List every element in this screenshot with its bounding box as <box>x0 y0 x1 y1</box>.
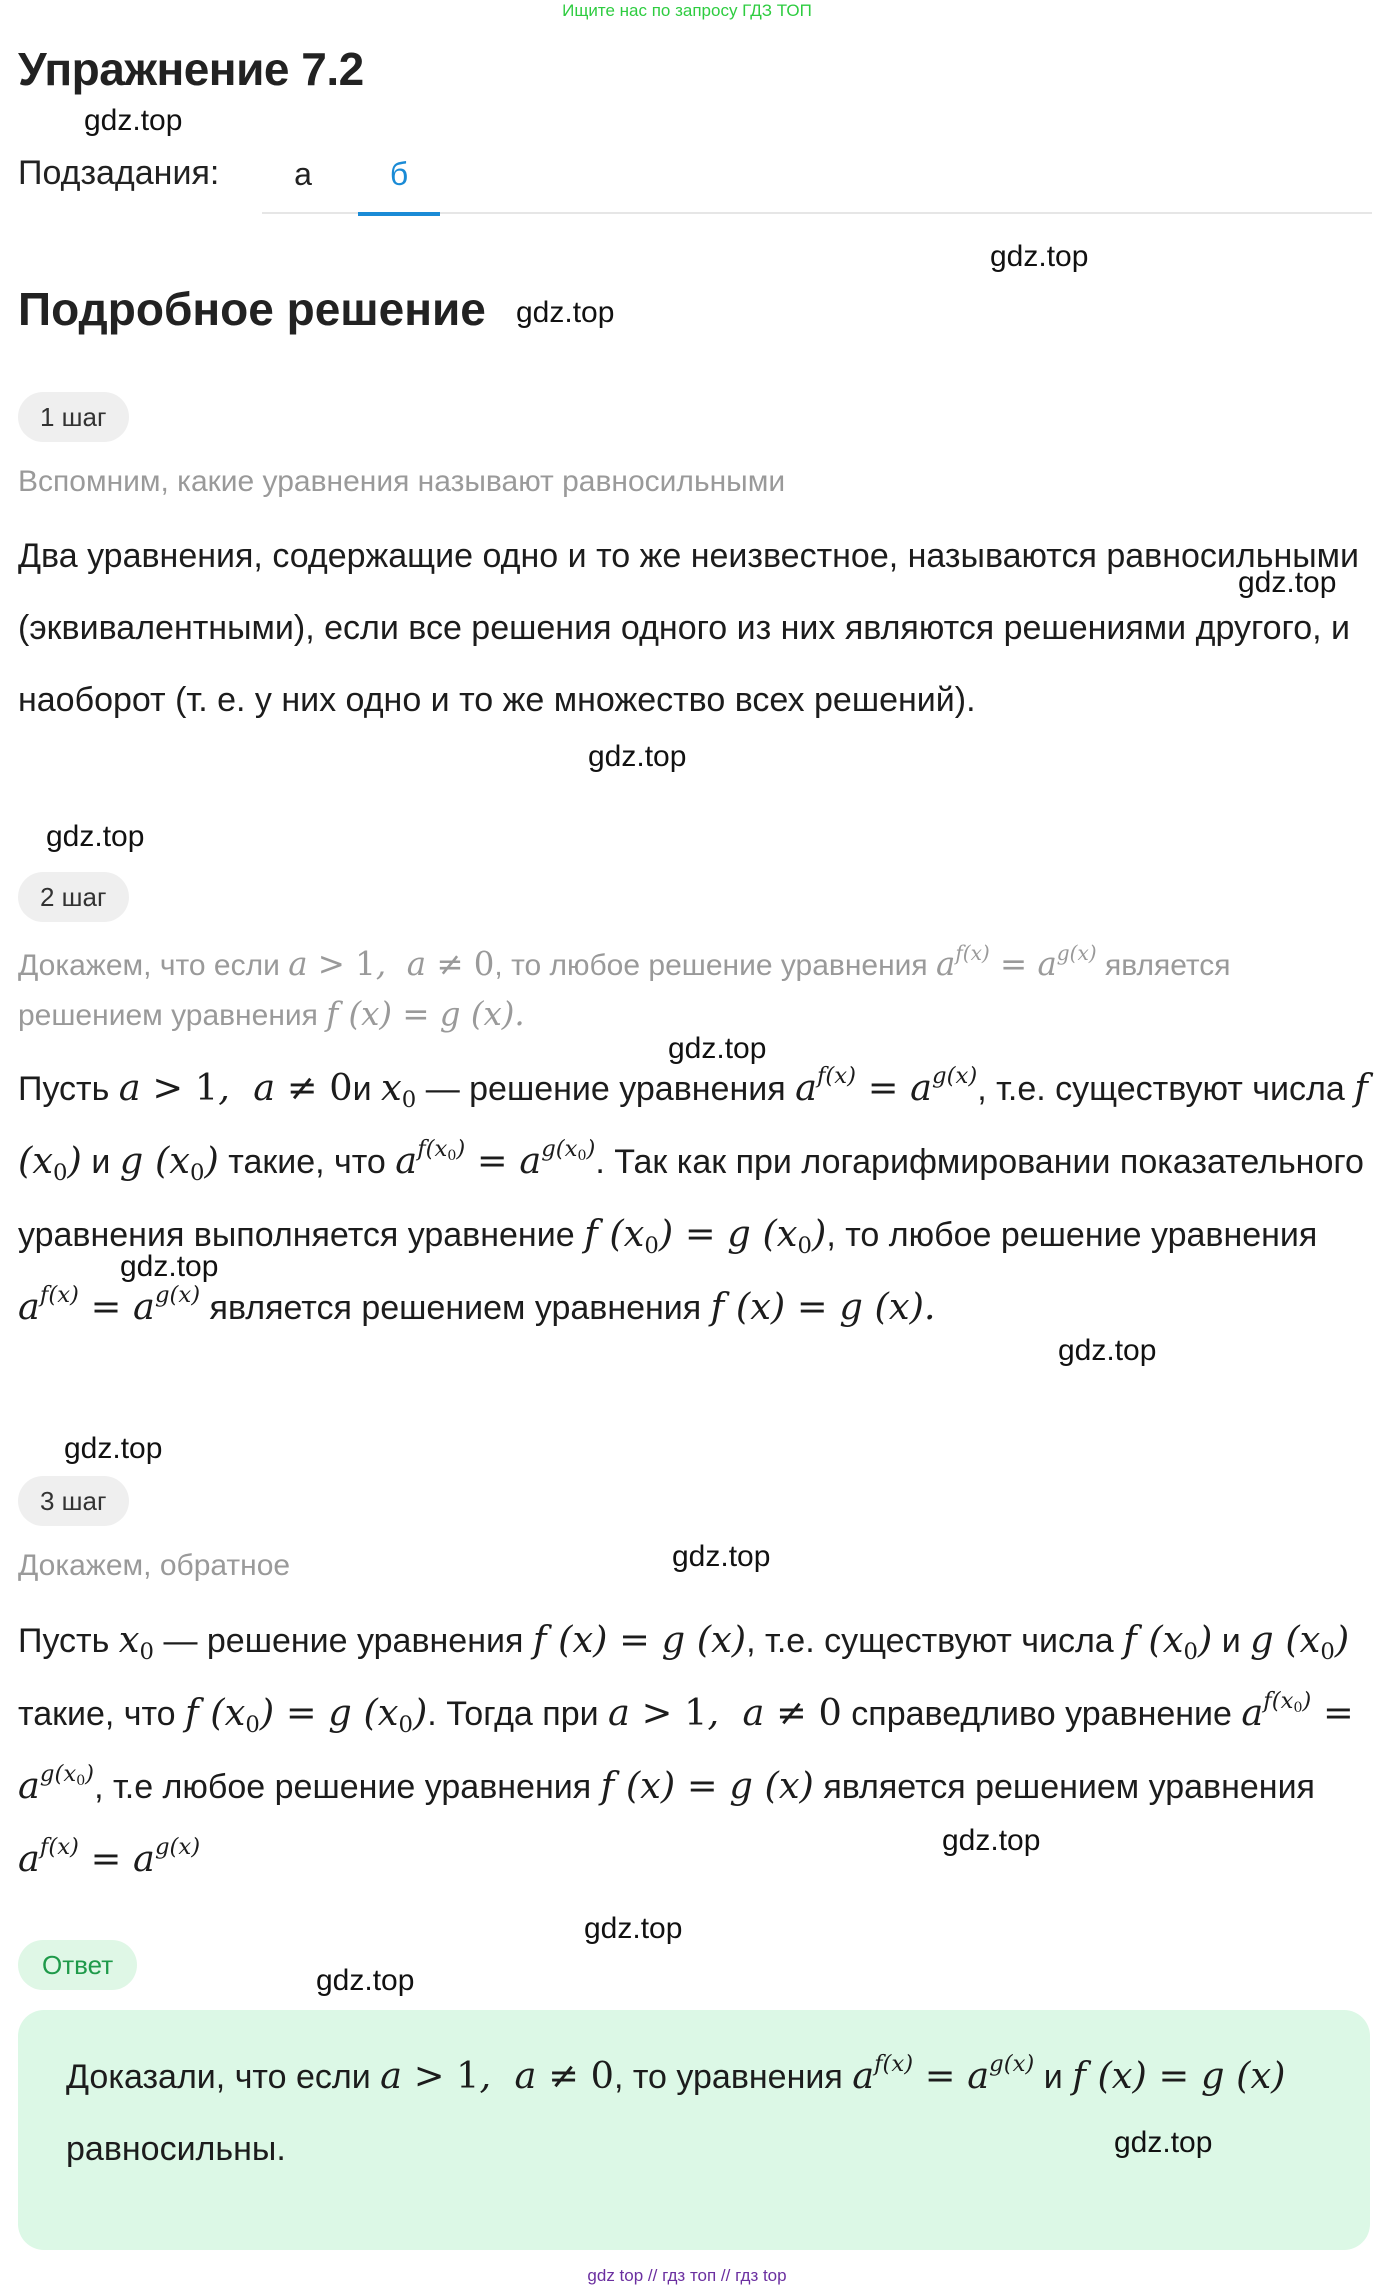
watermark: gdz.top <box>584 1912 683 1945</box>
step-2-body-text: и <box>352 1070 372 1108</box>
step-3-body-text: . Тогда при <box>427 1695 599 1733</box>
step-2-body-text: , т.е. существуют числа <box>977 1070 1345 1108</box>
watermark: gdz.top <box>64 1432 163 1465</box>
formula: g $(x_0)$ <box>1250 1618 1350 1665</box>
exercise-title: Упражнение 7.2 <box>18 43 364 95</box>
watermark: gdz.top <box>84 104 183 137</box>
step-3-body-text: — решение уравнения <box>163 1622 524 1660</box>
step-2-pill: 2 шаг <box>18 872 129 922</box>
step-2-body-text: — решение уравнения <box>425 1070 786 1108</box>
formula: $a^{f(x)} = a^{g(x)}$ <box>795 1062 978 1109</box>
step-2-subtitle-text: , то любое решение уравнения <box>494 949 928 982</box>
footer-links[interactable]: gdz top // гдз топ // гдз top <box>587 2266 787 2285</box>
answer-pill: Ответ <box>18 1940 137 1990</box>
formula: $a^{f(x)} = a^{g(x)}$ <box>18 1833 201 1880</box>
section-title: Подробное решение <box>18 283 486 335</box>
formula: $a^{f(x)} = a^{g(x)}$ <box>18 1281 201 1328</box>
formula: f $(x_0)$ <box>1123 1618 1213 1665</box>
formula: $a^{f(x_0)} = a^{g(x_0)}$ <box>395 1135 596 1182</box>
watermark: gdz.top <box>1114 2126 1213 2159</box>
formula: $x_0$ <box>381 1066 417 1113</box>
step-3-body-text: , т.е. существуют числа <box>746 1622 1114 1660</box>
formula: f (x) = g (x). <box>710 1285 936 1328</box>
step-1-subtitle: Вспомним, какие уравнения называют равносильными <box>18 465 786 498</box>
formula: $a^{f(x)} = a^{g(x)}$ <box>852 2050 1035 2097</box>
formula: g $(x_0)$ <box>119 1139 219 1186</box>
answer-text: равносильны. <box>66 2130 286 2168</box>
top-banner[interactable]: Ищите нас по запросу ГДЗ ТОП <box>562 1 812 20</box>
answer-text: , то уравнения <box>613 2058 843 2096</box>
answer-text: и <box>1043 2058 1063 2096</box>
watermark: gdz.top <box>1238 566 1337 599</box>
step-2-subtitle <box>18 940 1358 1040</box>
step-2-body-text: такие, что <box>228 1143 386 1181</box>
watermark: gdz.top <box>942 1824 1041 1857</box>
step-3-body <box>18 1604 1370 1896</box>
formula: a > 1, a ≠ 0 <box>118 1066 353 1109</box>
formula: f $(x_0) = g$ $(x_0)$ <box>584 1212 827 1259</box>
step-2-body-text: и <box>91 1143 111 1181</box>
step-1-pill: 1 шаг <box>18 392 129 442</box>
step-3-body-text: и <box>1221 1622 1241 1660</box>
step-2-body-text: является решением уравнения <box>209 1289 702 1327</box>
step-3-pill: 3 шаг <box>18 1476 129 1526</box>
formula: f $(x_0) = g$ $(x_0)$ <box>185 1691 428 1738</box>
formula: f (x) = g (x). <box>326 995 525 1033</box>
tab-b[interactable]: б <box>358 140 440 216</box>
watermark: gdz.top <box>990 240 1089 273</box>
answer-text: Доказали, что если <box>66 2058 371 2096</box>
step-3-subtitle: Докажем, обратное <box>18 1549 291 1582</box>
formula: $a^{f(x_0)} = a^{g(x_0)}$ <box>18 1687 1354 1807</box>
subtasks-label: Подзадания: <box>18 154 220 192</box>
step-3-body-text: такие, что <box>18 1695 176 1733</box>
step-2-body <box>18 1052 1370 1344</box>
watermark: gdz.top <box>588 740 687 773</box>
formula: a > 1, a ≠ 0 <box>288 945 495 983</box>
step-2-body-text: Пусть <box>18 1070 110 1108</box>
subtask-tabs <box>262 140 1372 214</box>
formula: a > 1, a ≠ 0 <box>380 2054 614 2097</box>
watermark: gdz.top <box>516 296 615 329</box>
formula: $x_0$ <box>118 1618 154 1665</box>
watermark: gdz.top <box>120 1250 219 1283</box>
step-2-body-text: , то любое решение уравнения <box>826 1216 1318 1254</box>
formula: f (x) = g (x) <box>600 1764 814 1807</box>
watermark: gdz.top <box>316 1964 415 1997</box>
watermark: gdz.top <box>668 1032 767 1065</box>
step-1-body: Два уравнения, содержащие одно и то же неизвестное, называются равносильными (эквивалентными), если все решения одного из них являются решениями другого, и наоборот (т. е. у них одно и то же множество всех решений). <box>18 537 1360 719</box>
step-3-body-text: Пусть <box>18 1622 110 1660</box>
tab-a[interactable]: а <box>294 156 312 192</box>
watermark: gdz.top <box>1058 1334 1157 1367</box>
step-2-body-text: . Так как при логарифмировании показательного уравнения выполняется уравнение <box>18 1143 1364 1254</box>
step-3-body-text: справедливо уравнение <box>851 1695 1232 1733</box>
step-2-subtitle-text: Докажем, что если <box>18 949 280 982</box>
formula: f (x) = g (x) <box>532 1618 747 1661</box>
step-3-body-text: является решением уравнения <box>823 1768 1315 1806</box>
watermark: gdz.top <box>672 1540 771 1573</box>
watermark: gdz.top <box>46 820 145 853</box>
formula: a > 1, a ≠ 0 <box>608 1691 842 1734</box>
formula: f (x) = g (x) <box>1072 2054 1286 2097</box>
step-2-subtitle-text: является решением уравнения <box>18 949 1231 1032</box>
formula: $a^{f(x)} = a^{g(x)}$ <box>936 940 1097 983</box>
step-3-body-text: , т.е любое решение уравнения <box>94 1768 592 1806</box>
formula: f $(x_0)$ <box>18 1066 1368 1186</box>
